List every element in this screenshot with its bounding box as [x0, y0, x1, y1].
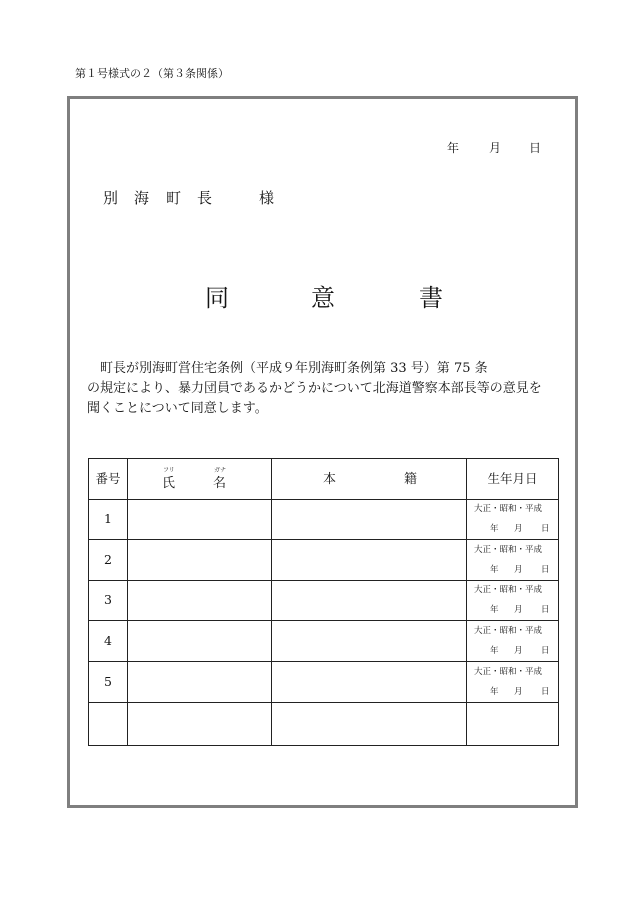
month-label: 月 — [514, 524, 523, 534]
blank-row — [89, 703, 559, 746]
addressee-char: 長 — [197, 189, 213, 207]
month-label: 月 — [514, 645, 523, 656]
row-number-cell: 4 — [89, 621, 128, 662]
furigana-label: フリ — [163, 467, 175, 474]
header-number-cell: 番号 — [89, 459, 128, 500]
table-row — [89, 581, 559, 621]
date-day-label: 日 — [529, 141, 542, 155]
birthdate-content — [467, 581, 558, 620]
paragraph-line: の規定により、暴力団員であるかどうかについて北海道警察本部長等の意見を — [87, 381, 542, 396]
date-year-label: 年 — [447, 141, 460, 155]
era-options: 大正・昭和・平成 — [474, 585, 543, 595]
header-birthdate-cell: 生年月日 — [467, 459, 559, 500]
era-options: 大正・昭和・平成 — [474, 625, 543, 636]
month-label: 月 — [514, 605, 523, 615]
consent-table — [88, 458, 559, 746]
day-label: 日 — [541, 686, 550, 697]
name-cell — [128, 621, 272, 662]
birthdate-cell — [467, 581, 559, 621]
birthdate-cell — [467, 621, 559, 662]
month-label: 月 — [514, 564, 523, 575]
blank-cell — [467, 703, 559, 746]
row-number-cell: 3 — [89, 581, 128, 621]
table-row — [89, 662, 559, 703]
addressee-char: 別 — [103, 189, 119, 207]
day-label: 日 — [541, 524, 550, 534]
name-cell — [128, 662, 272, 703]
row-number-cell: 2 — [89, 540, 128, 581]
birthdate-content — [467, 622, 558, 661]
addressee-honorific: 様 — [259, 189, 275, 207]
blank-cell — [89, 703, 128, 746]
title-char: 同 — [205, 284, 229, 312]
year-label: 年 — [490, 645, 499, 656]
domicile-cell — [272, 621, 467, 662]
paragraph-line: 町長が別海町営住宅条例（平成９年別海町条例第 33 号）第 75 条 — [100, 361, 488, 376]
paragraph-line: 聞くことについて同意します。 — [87, 401, 268, 416]
header-domicile-char: 籍 — [404, 472, 418, 487]
year-label: 年 — [490, 686, 499, 697]
header-domicile-cell — [272, 459, 467, 500]
name-cell — [128, 581, 272, 621]
year-label: 年 — [490, 605, 499, 615]
year-label: 年 — [490, 524, 499, 534]
header-name-cell — [128, 459, 272, 500]
day-label: 日 — [541, 605, 550, 615]
header-name-content — [128, 459, 271, 499]
domicile-cell — [272, 662, 467, 703]
row-number-cell: 1 — [89, 500, 128, 540]
birthdate-content — [467, 541, 558, 580]
row-number-cell: 5 — [89, 662, 128, 703]
table-header-row — [89, 459, 559, 500]
title-char: 意 — [311, 284, 335, 312]
table-row — [89, 500, 559, 540]
birthdate-content — [467, 663, 558, 702]
domicile-cell — [272, 540, 467, 581]
form-number-label: 第１号様式の２（第３条関係） — [75, 67, 229, 80]
era-options: 大正・昭和・平成 — [474, 504, 543, 514]
header-domicile-char: 本 — [323, 472, 337, 487]
year-label: 年 — [490, 564, 499, 575]
era-options: 大正・昭和・平成 — [474, 666, 543, 677]
blank-cell — [272, 703, 467, 746]
furigana-label: ガナ — [214, 467, 227, 474]
era-options: 大正・昭和・平成 — [474, 544, 543, 555]
month-label: 月 — [514, 686, 523, 697]
title-char: 書 — [419, 284, 443, 312]
table-row — [89, 540, 559, 581]
birthdate-cell — [467, 540, 559, 581]
blank-cell — [128, 703, 272, 746]
table-row — [89, 621, 559, 662]
domicile-cell — [272, 500, 467, 540]
date-month-label: 月 — [489, 141, 502, 155]
header-domicile-content — [272, 459, 466, 499]
name-cell — [128, 500, 272, 540]
header-name-char: 氏 — [162, 476, 176, 491]
addressee-char: 町 — [166, 189, 182, 207]
birthdate-content — [467, 500, 558, 539]
day-label: 日 — [541, 564, 550, 575]
birthdate-cell — [467, 662, 559, 703]
name-cell — [128, 540, 272, 581]
birthdate-cell — [467, 500, 559, 540]
day-label: 日 — [541, 645, 550, 656]
header-name-char: 名 — [213, 476, 227, 491]
addressee-char: 海 — [134, 189, 150, 207]
domicile-cell — [272, 581, 467, 621]
